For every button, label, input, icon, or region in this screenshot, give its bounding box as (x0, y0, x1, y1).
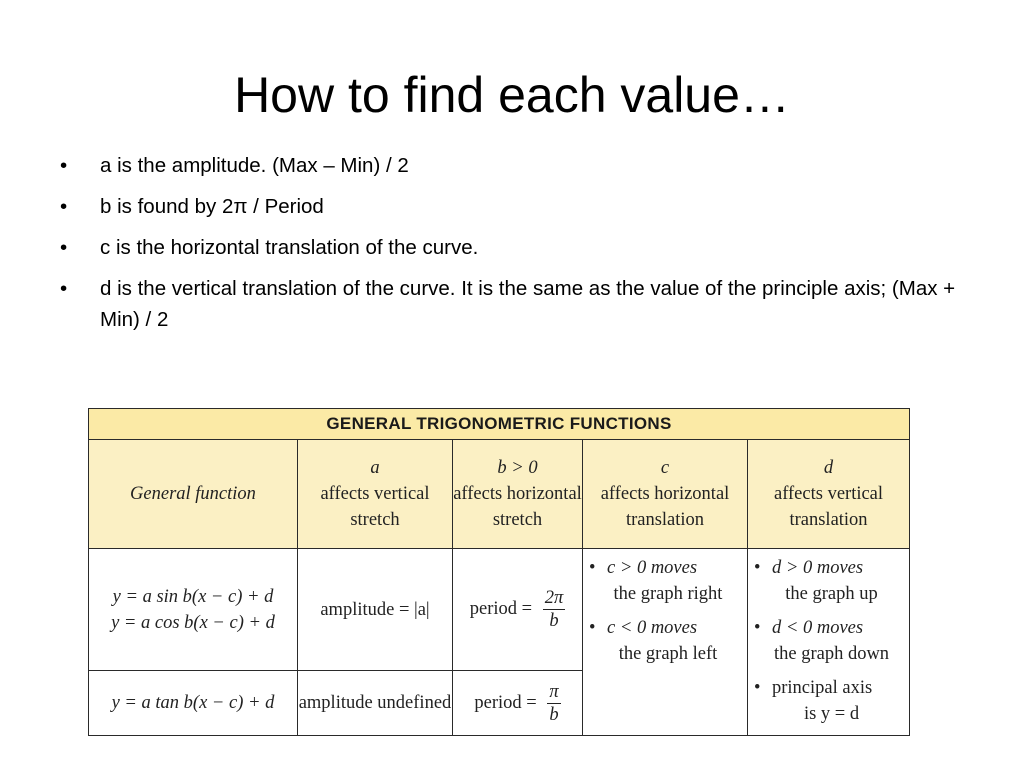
period-denominator: b (549, 611, 559, 632)
period-label: period = (474, 692, 537, 713)
trig-functions-table (88, 408, 910, 736)
period-fraction (543, 587, 566, 632)
header-b-var: b > 0 (497, 458, 538, 478)
header-a-var: a (370, 458, 380, 478)
d-note-tail: the graph up (785, 584, 878, 604)
d-note-positive (754, 555, 905, 607)
d-note-principal-axis (754, 675, 905, 727)
header-d (748, 440, 910, 549)
cell-tan-amplitude: amplitude undefined (298, 671, 453, 736)
bullet-icon: • (60, 195, 68, 218)
d-note-tail: the graph down (773, 644, 890, 664)
header-b-desc: affects horizontal stretch (453, 484, 582, 530)
header-c (583, 440, 748, 549)
header-c-var: c (660, 458, 670, 478)
bullet-icon: • (589, 618, 596, 638)
d-note-negative (754, 615, 905, 667)
bullet-icon: • (60, 154, 68, 177)
bullet-icon: • (754, 678, 761, 698)
table-banner: GENERAL TRIGONOMETRIC FUNCTIONS (89, 409, 910, 440)
bullet-item-b (60, 191, 960, 222)
header-d-desc: affects vertical translation (773, 484, 884, 530)
header-a-desc: affects vertical stretch (320, 484, 430, 530)
cell-d-notes (748, 549, 910, 736)
bullet-item-a (60, 150, 960, 181)
cell-tan-period (453, 671, 583, 736)
d-note-cond: principal axis (772, 678, 873, 698)
header-b (453, 440, 583, 549)
bullet-icon: • (754, 558, 761, 578)
period-fraction (547, 681, 560, 726)
header-general-function (89, 440, 298, 549)
header-general-label: General function (130, 484, 256, 504)
bullet-item-c (60, 232, 960, 263)
d-note-tail: is y = d (803, 704, 860, 724)
c-note-cond: c < 0 moves (607, 618, 698, 638)
period-denominator: b (549, 704, 559, 725)
period-numerator: π (549, 681, 559, 702)
d-note-cond: d > 0 moves (772, 558, 864, 578)
bullet-icon: • (60, 277, 68, 300)
tan-function: y = a tan b(x − c) + d (111, 693, 275, 714)
slide-title: How to find each value… (234, 67, 790, 123)
c-note-tail: the graph left (618, 644, 718, 664)
cell-sin-cos-period (453, 549, 583, 671)
period-label: period = (469, 598, 533, 619)
bullet-text: b is found by 2π / Period (100, 195, 324, 218)
cell-sin-cos-amplitude: amplitude = |a| (298, 549, 453, 671)
cos-function: y = a cos b(x − c) + d (111, 612, 275, 633)
cell-sin-cos-functions (89, 549, 298, 671)
bullet-icon: • (754, 618, 761, 638)
bullet-item-d (60, 273, 960, 335)
bullet-icon: • (589, 558, 596, 578)
bullet-text: c is the horizontal translation of the curve. (100, 236, 479, 259)
d-note-cond: d < 0 moves (772, 618, 864, 638)
sin-function: y = a sin b(x − c) + d (112, 586, 274, 607)
c-note-tail: the graph right (613, 584, 723, 604)
c-note-positive (589, 555, 743, 607)
c-note-negative (589, 615, 743, 667)
header-c-desc: affects horizontal translation (600, 484, 730, 530)
period-numerator: 2π (544, 588, 564, 609)
c-note-cond: c > 0 moves (607, 558, 698, 578)
header-a (298, 440, 453, 549)
cell-c-notes (583, 549, 748, 736)
bullet-text: a is the amplitude. (Max – Min) / 2 (100, 154, 409, 177)
bullet-text: d is the vertical translation of the curve. It is the same as the value of the principle axis; (Max + Min) / 2 (100, 277, 956, 331)
header-d-var: d (823, 458, 834, 478)
cell-tan-function (89, 671, 298, 736)
bullet-icon: • (60, 236, 68, 259)
bullet-list (60, 150, 960, 345)
